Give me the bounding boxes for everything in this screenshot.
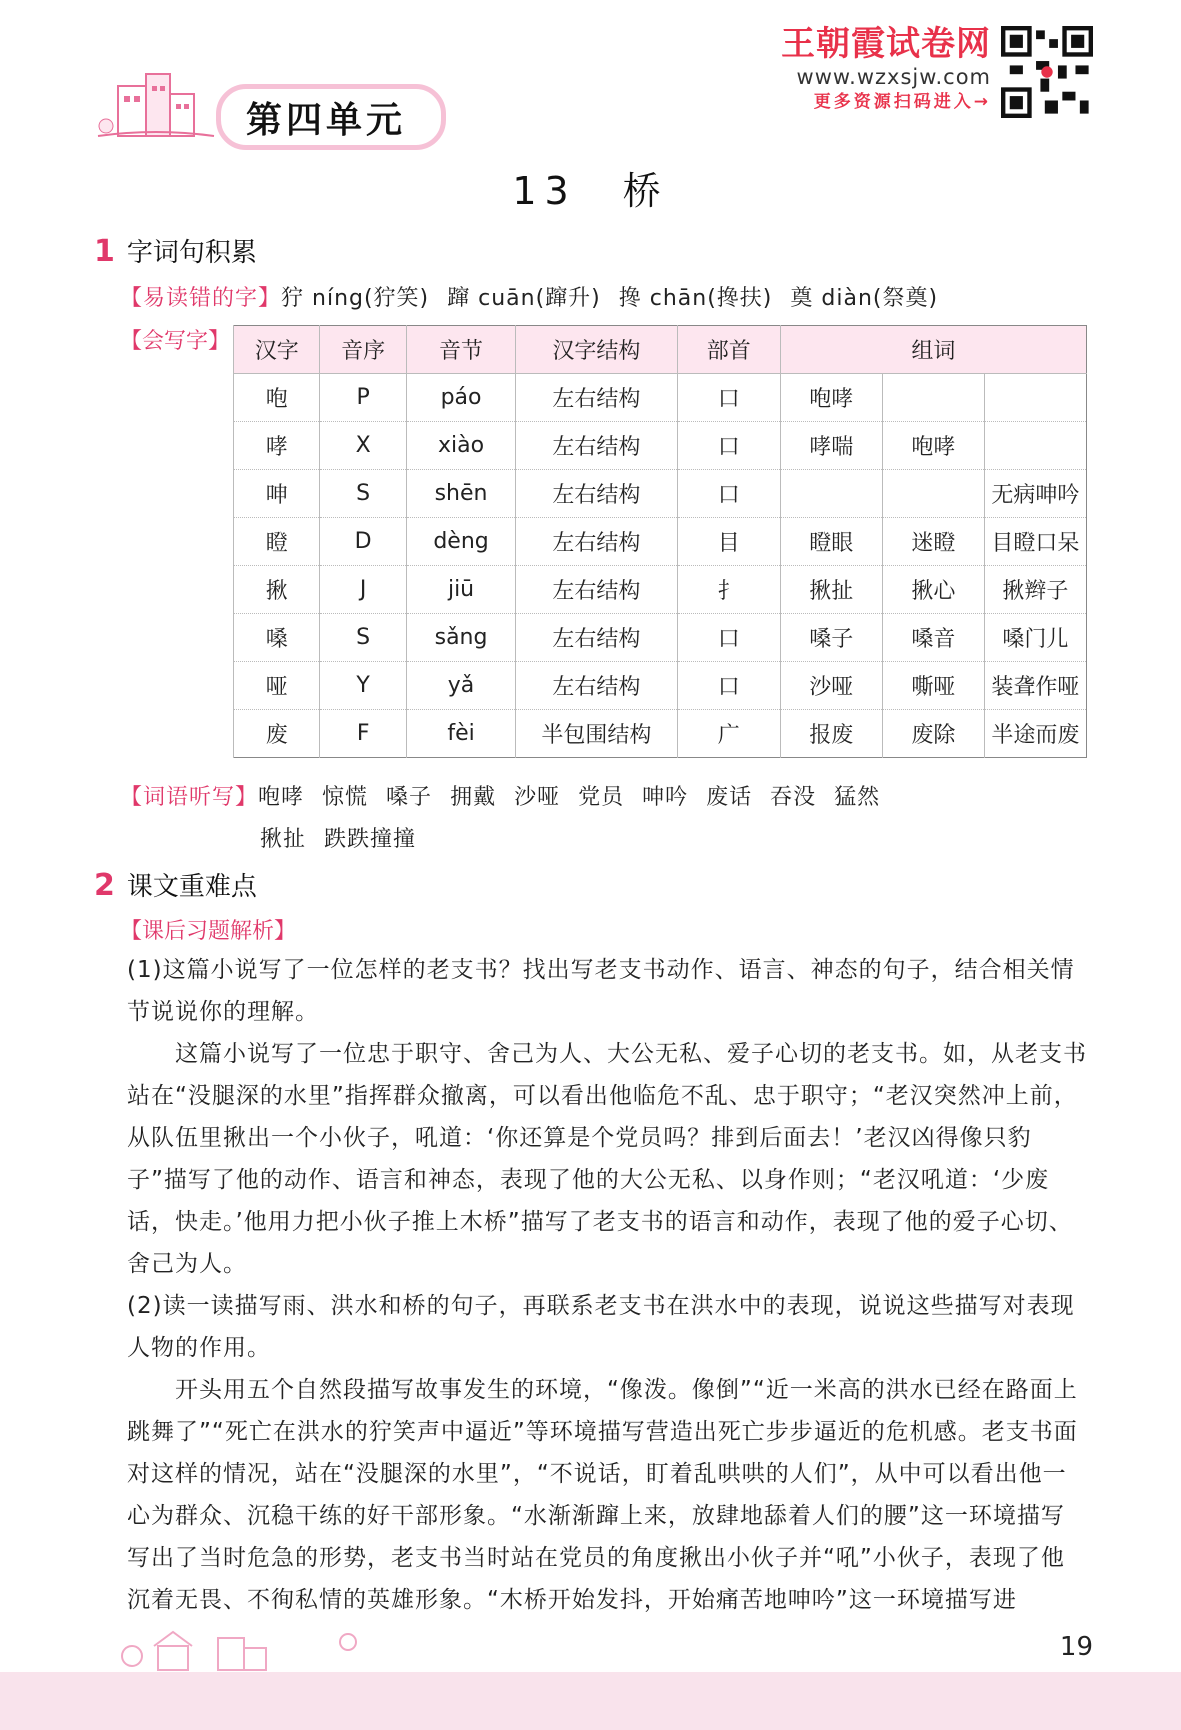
table-cell: 揪 [234, 566, 320, 614]
table-cell: 目 [677, 518, 780, 566]
dictation-word: 吞没 [770, 785, 817, 810]
table-cell [780, 470, 882, 518]
table-cell: 装聋作哑 [984, 662, 1086, 710]
question-2: (2)读一读描写雨、洪水和桥的句子，再联系老支书在洪水中的表现，说说这些描写对表现人物的作用。 [127, 1293, 1075, 1361]
table-cell: 咆 [234, 374, 320, 422]
table-cell [882, 374, 984, 422]
table-cell: 广 [677, 710, 780, 758]
table-cell: 左右结构 [516, 374, 677, 422]
table-row [234, 566, 1087, 614]
answer-2: 开头用五个自然段描写故事发生的环境，“像泼。像倒”“近一米高的洪水已经在路面上跳舞了”“死亡在洪水的狞笑声中逼近”等环境描写营造出死亡步步逼近的危机感。老支书面对这样的情况，站在“没腿深的水里”，“不说话，盯着乱哄哄的人们”，从中可以看出他一心为群众、沉稳干练的好干部形象。“水渐渐蹿上来，放肆地舔着人们的腰”这一环境描写写出了当时危急的形势，老支书当时站在党员的角度揪出小伙子并“吼”小伙子，表现了他沉着无畏、不徇私情的英雄形象。“木桥开始发抖，开始痛苦地呻吟”这一环境描写进 [127, 1377, 1078, 1613]
table-cell: S [320, 470, 406, 518]
table-cell: 嗓子 [780, 614, 882, 662]
table-cell: 半包围结构 [516, 710, 677, 758]
section-1-heading [94, 232, 257, 269]
table-cell [984, 422, 1086, 470]
table-cell: 口 [677, 614, 780, 662]
table-cell: 半途而废 [984, 710, 1086, 758]
table-cell: 左右结构 [516, 518, 677, 566]
dictation-tag: 【词语听写】 [120, 785, 259, 810]
table-cell: 扌 [677, 566, 780, 614]
table-cell: 呻 [234, 470, 320, 518]
table-row [234, 710, 1087, 758]
dictation-word: 拥戴 [450, 785, 497, 810]
building-decoration-icon [96, 66, 216, 146]
write-tag: 【会写字】 [120, 329, 231, 354]
character-table [233, 325, 1087, 758]
table-header: 音序 [320, 326, 406, 374]
table-cell: 咆哮 [882, 422, 984, 470]
table-row [234, 374, 1087, 422]
question-1: (1)这篇小说写了一位怎样的老支书？找出写老支书动作、语言、神态的句子，结合相关情节说说你的理解。 [127, 957, 1075, 1025]
section-1-title: 字词句积累 [126, 238, 257, 268]
table-cell: 口 [677, 374, 780, 422]
table-cell: 嗓 [234, 614, 320, 662]
table-cell: 左右结构 [516, 566, 677, 614]
dictation-word: 揪扯 [260, 827, 307, 852]
misread-item: 搀 chān(搀扶) [618, 286, 773, 311]
table-cell: 口 [677, 662, 780, 710]
dictation-word: 惊慌 [322, 785, 369, 810]
misread-tag: 【易读错的字】 [120, 286, 282, 311]
table-cell: 揪辫子 [984, 566, 1086, 614]
table-header: 音节 [406, 326, 515, 374]
qr-code-icon[interactable] [1001, 26, 1093, 118]
table-header-row [234, 326, 1087, 374]
table-row [234, 422, 1087, 470]
table-cell: 废 [234, 710, 320, 758]
section-2-number: 2 [94, 868, 115, 903]
brand-url[interactable]: www.wzxsjw.com [796, 65, 991, 89]
table-cell: 揪心 [882, 566, 984, 614]
table-header: 汉字 [234, 326, 320, 374]
table-cell: 左右结构 [516, 614, 677, 662]
table-cell: xiào [406, 422, 515, 470]
table-cell: 哮 [234, 422, 320, 470]
answer-1: 这篇小说写了一位忠于职守、舍己为人、大公无私、爱子心切的老支书。如，从老支书站在“没腿深的水里”指挥群众撤离，可以看出他临危不乱、忠于职守；“老汉突然冲上前，从队伍里揪出一个小伙子，吼道：‘你还算是个党员吗？排到后面去！’老汉凶得像只豹子”描写了他的动作、语言和神态，表现了他的大公无私、以身作则；“老汉吼道：‘少废话，快走。’他用力把小伙子推上木桥”描写了老支书的语言和动作，表现了他的爱子心切、舍己为人。 [127, 1041, 1087, 1277]
table-cell: 嘶哑 [882, 662, 984, 710]
table-header: 组词 [780, 326, 1086, 374]
section-2-heading [94, 866, 257, 903]
table-cell: 目瞪口呆 [984, 518, 1086, 566]
misread-line [120, 281, 938, 312]
table-cell: jiū [406, 566, 515, 614]
table-header: 部首 [677, 326, 780, 374]
table-cell: shēn [406, 470, 515, 518]
table-cell: páo [406, 374, 515, 422]
table-cell: F [320, 710, 406, 758]
table-cell: J [320, 566, 406, 614]
table-cell: fèi [406, 710, 515, 758]
dictation-word: 嗓子 [386, 785, 433, 810]
table-row [234, 614, 1087, 662]
table-cell: 嗓门儿 [984, 614, 1086, 662]
unit-title: 第四单元 [246, 100, 407, 141]
table-cell: sǎng [406, 614, 515, 662]
misread-item: 蹿 cuān(蹿升) [447, 286, 601, 311]
footer-decoration-icon [118, 1626, 378, 1674]
misread-item: 狞 níng(狞笑) [281, 286, 430, 311]
table-header: 汉字结构 [516, 326, 677, 374]
brand-block [781, 24, 991, 114]
lesson-title: 13 桥 [512, 169, 669, 213]
table-cell: 哑 [234, 662, 320, 710]
misread-item: 奠 diàn(祭奠) [790, 286, 939, 311]
table-cell: X [320, 422, 406, 470]
table-cell: 废除 [882, 710, 984, 758]
table-cell: 哮喘 [780, 422, 882, 470]
table-cell: 咆哮 [780, 374, 882, 422]
dictation-word: 咆哮 [258, 785, 305, 810]
table-cell [882, 470, 984, 518]
brand-name: 王朝霞试卷网 [781, 24, 991, 64]
table-cell: 瞪眼 [780, 518, 882, 566]
dictation-line-2 [260, 822, 416, 853]
table-cell: dèng [406, 518, 515, 566]
dictation-word: 跌跌撞撞 [324, 827, 417, 852]
dictation-word: 沙哑 [514, 785, 561, 810]
table-cell: 无病呻吟 [984, 470, 1086, 518]
table-row [234, 470, 1087, 518]
table-cell: yǎ [406, 662, 515, 710]
table-cell: 揪扯 [780, 566, 882, 614]
table-row [234, 662, 1087, 710]
section-1-number: 1 [94, 234, 115, 269]
table-cell: 口 [677, 422, 780, 470]
table-cell: 口 [677, 470, 780, 518]
dictation-word: 呻吟 [642, 785, 689, 810]
dictation-word: 猛然 [834, 785, 881, 810]
page-number: 19 [1059, 1632, 1093, 1662]
table-cell: S [320, 614, 406, 662]
table-cell: 左右结构 [516, 662, 677, 710]
table-cell: 左右结构 [516, 470, 677, 518]
unit-banner [96, 80, 456, 142]
table-cell: P [320, 374, 406, 422]
table-cell: 沙哑 [780, 662, 882, 710]
dictation-word: 废话 [706, 785, 753, 810]
table-cell: 嗓音 [882, 614, 984, 662]
table-cell: Y [320, 662, 406, 710]
table-cell: 迷瞪 [882, 518, 984, 566]
dictation-word: 党员 [578, 785, 625, 810]
exercise-tag: 【课后习题解析】 [120, 919, 297, 944]
dictation-line-1 [120, 780, 880, 811]
brand-tagline: 更多资源扫码进入→ [813, 92, 991, 112]
table-cell: 报废 [780, 710, 882, 758]
section-2-title: 课文重难点 [126, 872, 257, 902]
table-cell [984, 374, 1086, 422]
table-cell: 左右结构 [516, 422, 677, 470]
table-cell: 瞪 [234, 518, 320, 566]
table-cell: D [320, 518, 406, 566]
table-row [234, 518, 1087, 566]
footer-band [0, 1672, 1181, 1730]
